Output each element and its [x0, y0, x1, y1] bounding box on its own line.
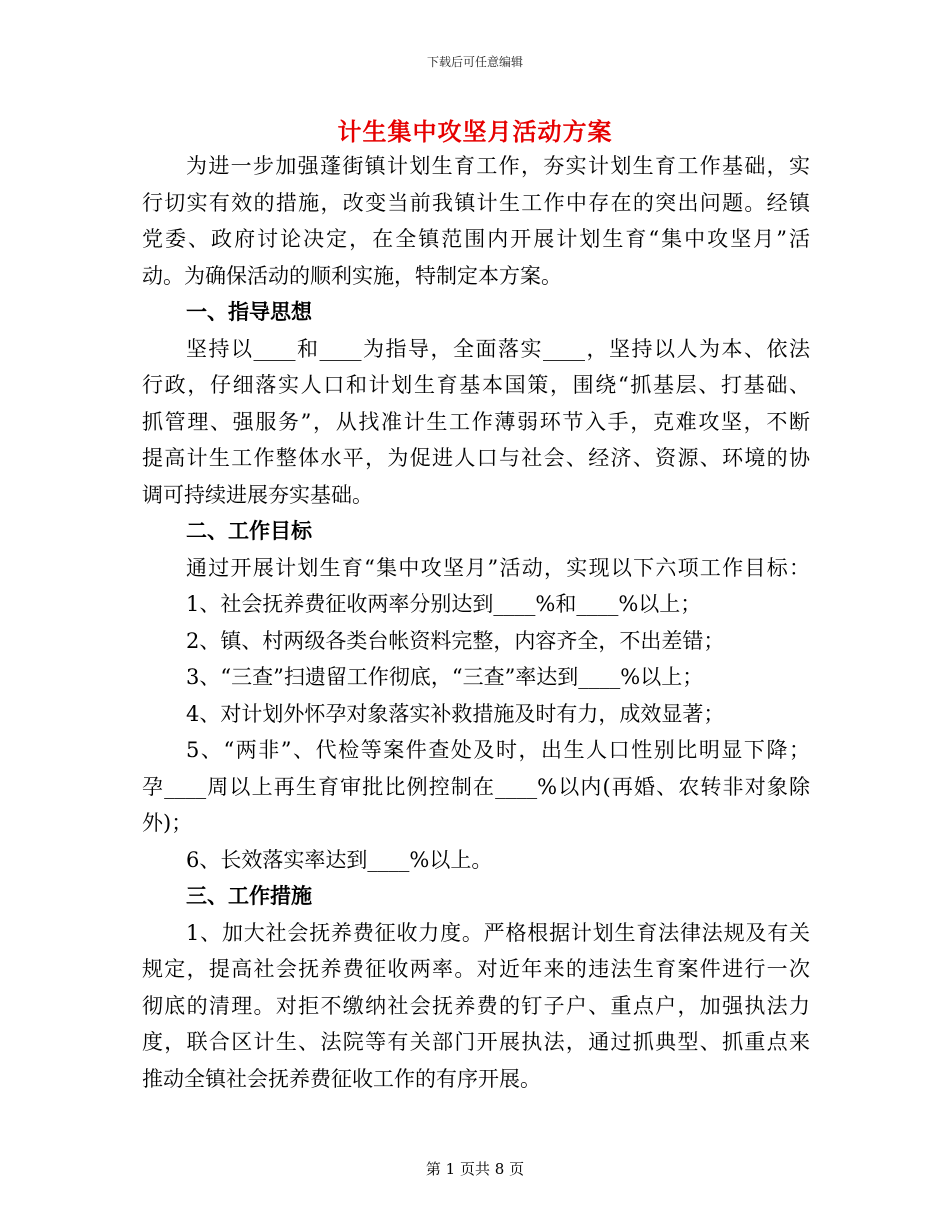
- body-text-line: 推动全镇社会抚养费征收工作的有序开展。: [142, 1066, 541, 1091]
- body-text-line: 3、“三查”扫遗留工作彻底，“三查”率达到____%以上；: [186, 665, 704, 689]
- body-text-line: 党委、政府讨论决定，在全镇范围内开展计划生育“集中攻坚月”活: [142, 227, 810, 251]
- document-title: 计生集中攻坚月活动方案: [337, 117, 613, 146]
- body-text-line: 坚持以____和____为指导，全面落实____，坚持以人为本、依法: [186, 336, 810, 361]
- page-footer: 第 1 页共 8 页: [425, 1160, 525, 1178]
- body-text-line: 度，联合区计生、法院等有关部门开展执法，通过抓典型、抓重点来: [142, 1030, 810, 1054]
- section-heading: 二、工作目标: [186, 518, 312, 543]
- body-text-line: 通过开展计划生育“集中攻坚月”活动，实现以下六项工作目标：: [186, 555, 810, 580]
- body-text-line: 1、社会抚养费征收两率分别达到____%和____%以上；: [186, 592, 702, 616]
- body-text-line: 抓管理、强服务”，从找准计生工作薄弱环节入手，克难攻坚，不断: [142, 409, 810, 434]
- body-text-line: 动。为确保活动的顺利实施，特制定本方案。: [142, 263, 562, 288]
- body-text-line: 为进一步加强蓬街镇计划生育工作，夯实计划生育工作基础，实: [186, 154, 810, 178]
- body-text-line: 行切实有效的措施，改变当前我镇计生工作中存在的突出问题。经镇: [142, 190, 810, 215]
- body-text-line: 调可持续进展夯实基础。: [142, 482, 373, 507]
- body-text-line: 规定，提高社会抚养费征收两率。对近年来的违法生育案件进行一次: [142, 957, 810, 981]
- body-text-line: 4、对计划外怀孕对象落实补救措施及时有力，成效显著；: [186, 701, 725, 726]
- body-text-line: 外)；: [142, 811, 193, 835]
- section-heading: 三、工作措施: [186, 883, 312, 908]
- body-text-line: 行政，仔细落实人口和计划生育基本国策，围绕“抓基层、打基础、: [142, 373, 810, 397]
- body-text-line: 孕____周以上再生育审批比例控制在____%以内(再婚、农转非对象除: [142, 774, 810, 799]
- body-text-line: 彻底的清理。对拒不缴纳社会抚养费的钉子户、重点户，加强执法力: [142, 993, 810, 1018]
- section-heading: 一、指导思想: [186, 299, 312, 324]
- document-body: [142, 148, 810, 1097]
- page-header: 下载后可任意编辑: [426, 55, 523, 69]
- body-text-line: 提高计生工作整体水平，为促进人口与社会、经济、资源、环境的协: [142, 446, 810, 470]
- body-text-line: 2、镇、村两级各类台帐资料完整，内容齐全，不出差错；: [186, 628, 725, 653]
- body-text-line: 1、加大社会抚养费征收力度。严格根据计划生育法律法规及有关: [186, 920, 810, 945]
- body-text-line: 5、“两非”、代检等案件查处及时，出生人口性别比明显下降；: [186, 738, 810, 762]
- body-text-line: 6、长效落实率达到____%以上。: [186, 847, 493, 872]
